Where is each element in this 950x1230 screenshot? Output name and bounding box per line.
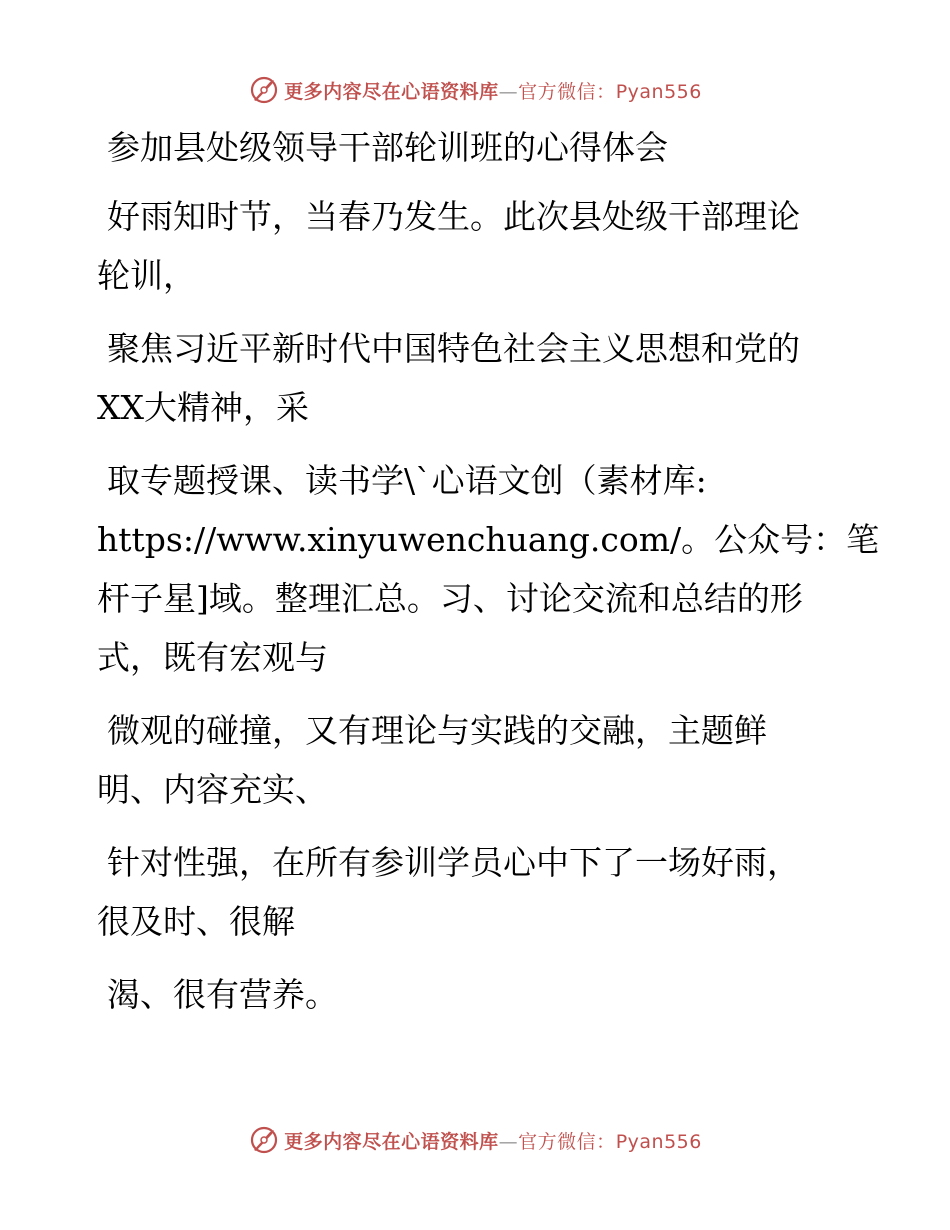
paragraph-line: 针对性强，在所有参训学员心中下了一场好雨， [107, 843, 800, 882]
paragraph-line: 微观的碰撞，又有理论与实践的交融，主题鲜 [107, 711, 767, 750]
quill-circle-icon [248, 74, 280, 106]
header-dash: — [498, 80, 519, 103]
paragraph-3 [97, 451, 880, 687]
header-brand-text: 更多内容尽在心语资料库 [284, 80, 499, 103]
paragraph-line: XX大精神，采 [97, 388, 309, 427]
footer-brand-text: 更多内容尽在心语资料库 [284, 1130, 499, 1153]
paragraph-1 [97, 187, 837, 305]
paragraph-line: https://www.xinyuwenchuang.com/。公众号：笔 [97, 520, 880, 559]
document-body [97, 118, 880, 1038]
footer-banner [0, 1120, 950, 1160]
title-line: 参加县处级领导干部轮训班的心得体会 [107, 128, 668, 167]
paragraph-line: 好雨知时节，当春乃发生。此次县处级干部理论 [107, 197, 800, 236]
header-wechat-label: 官方微信： [518, 80, 616, 103]
paragraph-5 [97, 833, 837, 951]
paragraph-line: 很及时、很解 [97, 902, 295, 941]
paragraph-line: 明、内容充实、 [97, 770, 328, 809]
paragraph-line: 轮训， [97, 256, 196, 295]
footer-dash: — [498, 1130, 519, 1153]
header-wechat-id: Pyan556 [615, 80, 702, 103]
header-banner-text [284, 77, 702, 104]
footer-wechat-id: Pyan556 [615, 1130, 702, 1153]
paragraph-line: 式，既有宏观与 [97, 638, 328, 677]
paragraph-2 [97, 319, 837, 437]
paragraph-line: 渴、很有营养。 [107, 975, 338, 1014]
footer-wechat-label: 官方微信： [518, 1130, 616, 1153]
footer-banner-text [284, 1127, 702, 1154]
paragraph-4 [97, 701, 837, 819]
paragraph-line: 杆子星]域。整理汇总。习、讨论交流和总结的形 [97, 579, 803, 618]
document-title [97, 118, 837, 177]
paragraph-line: 聚焦习近平新时代中国特色社会主义思想和党的 [107, 329, 800, 368]
paragraph-line: 取专题授课、读书学\`心语文创（素材库: [107, 461, 707, 500]
quill-circle-icon [248, 1124, 280, 1156]
header-banner [0, 70, 950, 110]
paragraph-6 [97, 965, 837, 1024]
